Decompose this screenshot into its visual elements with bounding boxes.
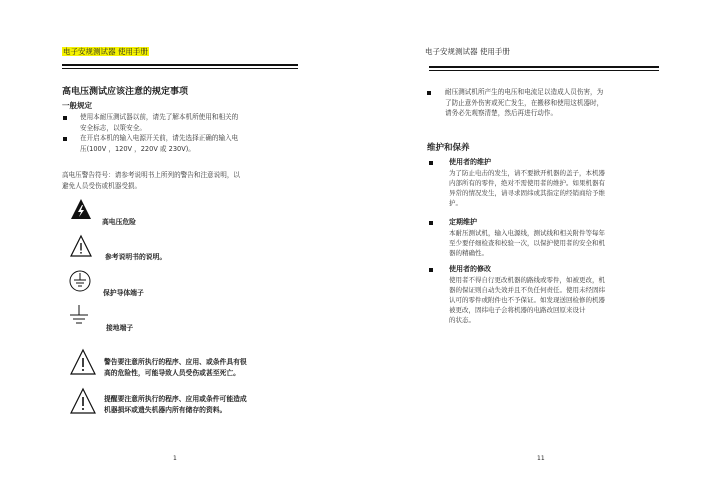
bullet-icon: [63, 137, 67, 141]
warning-note: 高电压警告符号：请参考说明书上所列的警告和注意说明，以 避免人员受伤或机器受损。: [62, 171, 241, 190]
caution-text: 提醒要注意所执行的程序、应用或条件可能造成 机器损坏或遗失机器内所有储存的资料。: [104, 395, 247, 414]
symbol-label: 接地端子: [106, 324, 134, 332]
general-item-2: 在开启本机的输入电源开关前，请先选择正确的输入电 压(100V ，120V ，220V 或 230V)。: [80, 134, 239, 153]
page-title: 高电压测试应该注意的规定事项: [62, 87, 189, 97]
bullet-icon: [429, 221, 433, 225]
item-title: 使用者的维护: [449, 158, 491, 166]
right-page: [357, 0, 713, 504]
symbol-label: 保护导体端子: [103, 289, 144, 297]
ground-icon: [68, 305, 90, 327]
page-header: 电子安规测试器 使用手册: [63, 47, 148, 56]
bullet-icon: [63, 116, 67, 120]
warning-text: 警告要注意所执行的程序、应用、或条件具有很 高的危险性，可能导致人员受伤或甚至死亡。: [104, 358, 247, 377]
item-title: 使用者的修改: [449, 265, 491, 273]
page-number: 11: [537, 455, 545, 462]
general-item-1: 使用本耐压测试器以前，请先了解本机所使用和相关的 安全标志，以策安全。: [80, 113, 239, 132]
intro-paragraph: 耐压测试机所产生的电压和电流足以造成人员伤害，为 了防止意外伤害或死亡发生，在搬移和使用这机器时， 请务必先观察清楚，然后再进行动作。: [445, 88, 604, 117]
item-body: 为了防止电击的发生，请不要掀开机器的盖子，本机器 内部所有的零件，绝对不需使用者的维护。如果机器有 异常的情况发生，请寻求固纬或其指定的经销商给予维 护。: [449, 169, 605, 207]
header-rule: [429, 66, 659, 68]
header-rule-thin: [429, 70, 659, 71]
left-page: [0, 0, 356, 504]
item-body: 使用者不得自行更改机器的路线或零件，如被更改，机 器的保证则自动失效并且不负任何责任。使用未经固纬 认可的零件或附件也不予保证。如发现送回检修的机器 被更改，固纬电子会将机器的电路改回原来设计 的状态。: [449, 276, 605, 324]
bullet-icon: [429, 268, 433, 272]
symbol-label: 参考说明书的说明。: [105, 253, 167, 261]
bullet-icon: [429, 161, 433, 165]
section-title: 维护和保养: [427, 143, 470, 153]
header-rule-thin: [62, 68, 298, 69]
page-number: 1: [173, 455, 177, 462]
high-voltage-icon: [70, 198, 92, 220]
protective-earth-icon: [69, 270, 91, 292]
bullet-icon: [427, 91, 431, 95]
header-rule: [62, 64, 298, 66]
symbol-label: 高电压危险: [102, 218, 136, 226]
page-header: 电子安规测试器 使用手册: [425, 47, 510, 56]
caution-icon: [70, 235, 92, 257]
general-heading: 一般规定: [62, 101, 92, 110]
caution-icon: [70, 388, 96, 414]
caution-icon: [70, 349, 96, 375]
item-body: 本耐压测试机，输入电源线，测试线和相关附件等每年 至少要仔细检查和校验一次，以保护使用者的安全和机 器的精确性。: [449, 229, 605, 257]
item-title: 定期维护: [449, 218, 477, 226]
